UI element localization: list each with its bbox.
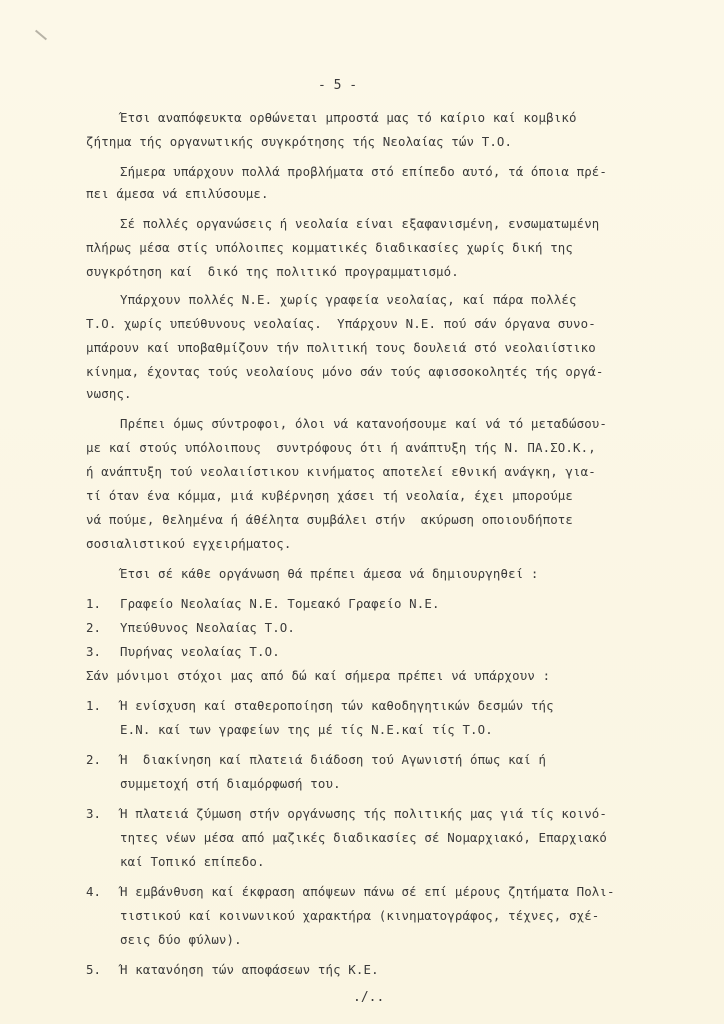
- paragraph-line: Πρέπει όμως σύντροφοι, όλοι νά κατανοήσουμε καί νά τό μεταδώσου-: [120, 416, 608, 431]
- list-item-line: συμμετοχή στή διαμόρφωσή του.: [120, 776, 341, 791]
- paragraph-line: πλήρως μέσα στίς υπόλοιπες κομματικές διαδικασίες χωρίς δική της: [86, 240, 574, 255]
- list-number: 4.: [86, 884, 101, 899]
- paragraph-line: ζήτημα τής οργανωτικής συγκρότησης τής Νεολαίας τών Τ.Ο.: [86, 134, 513, 149]
- list-item-line: Ε.Ν. καί των γραφείων της μέ τίς Ν.Ε.καί τίς Τ.Ο.: [120, 722, 493, 737]
- list-number: 2.: [86, 752, 101, 767]
- paragraph-line: πει άμεσα νά επιλύσουμε.: [86, 186, 269, 201]
- list-number: 1.: [86, 596, 101, 611]
- list-item-line: Ή κατανόηση τών αποφάσεων τής Κ.Ε.: [120, 962, 379, 977]
- paragraph-line: κίνημα, έχοντας τούς νεολαίους μόνο σάν τούς αφισσοκολητές τής οργά-: [86, 364, 604, 379]
- paragraph-line: Τ.Ο. χωρίς υπεύθυνους νεολαίας. Υπάρχουν Ν.Ε. πού σάν όργανα συνο-: [86, 316, 596, 331]
- list-item: Υπεύθυνος Νεολαίας Τ.Ο.: [120, 620, 296, 635]
- paragraph-line: νά πούμε, θεληµένα ή άθέλητα συμβάλει στήν ακύρωση οποιουδήποτε: [86, 512, 574, 527]
- page-number: - 5 -: [318, 78, 358, 93]
- paragraph-line: Έτσι αναπόφευκτα ορθώνεται μπροστά μας τό καίριο καί κομβικό: [120, 110, 577, 125]
- paragraph-line: Σέ πολλές οργανώσεις ή νεολαία είναι εξαφανισμένη, ενσωματωμένη: [120, 216, 600, 231]
- list-item-line: Ή ενίσχυση καί σταθεροποίηση τών καθοδηγητικών δεσμών τής: [120, 698, 554, 713]
- paragraph-line: σοσιαλιστικού εγχειρήματος.: [86, 536, 292, 551]
- list-item-line: τητες νέων μέσα από μαζικές διαδικασίες σέ Νομαρχιακό, Επαρχιακό: [120, 830, 608, 845]
- paragraph-line: συγκρότηση καί δικό της πολιτικό προγραμματισμό.: [86, 264, 459, 279]
- list-intro: Σάν μόνιμοι στόχοι μας από δώ καί σήμερα πρέπει νά υπάρχουν :: [86, 668, 551, 683]
- list-item-line: Ή διακίνηση καί πλατειά διάδοση τού Αγωνιστή όπως καί ή: [120, 752, 547, 767]
- list-number: 3.: [86, 644, 101, 659]
- list-number: 5.: [86, 962, 101, 977]
- paragraph-line: Υπάρχουν πολλές Ν.Ε. χωρίς γραφεία νεολαίας, καί πάρα πολλές: [120, 292, 577, 307]
- list-item: Πυρήνας νεολαίας Τ.Ο.: [120, 644, 280, 659]
- paragraph-line: νωσης.: [86, 386, 132, 401]
- paragraph-line: τί όταν ένα κόμμα, μιά κυβέρνηση χάσει τή νεολαία, έχει μπορούμε: [86, 488, 574, 503]
- list-item-line: Ή εμβάνθυση καί έκφραση απόψεων πάνω σέ επί μέρους ζητήματα Πολι-: [120, 884, 615, 899]
- paragraph-line: Σήμερα υπάρχουν πολλά προβλήματα στό επίπεδο αυτό, τά όποια πρέ-: [120, 164, 608, 179]
- paragraph-line: ή ανάπτυξη τού νεολαιίστικου κινήματος αποτελεί εθνική ανάγκη, για-: [86, 464, 596, 479]
- list-item-line: τιστικού καί κοινωνικού χαρακτήρα (κινηματογράφος, τέχνες, σχέ-: [120, 908, 600, 923]
- list-number: 1.: [86, 698, 101, 713]
- paragraph-line: μπάρουν καί υποβαθμίζουν τήν πολιτική τους δουλειά στό νεολαιίστικο: [86, 340, 596, 355]
- continuation-mark: ./..: [353, 990, 385, 1005]
- list-number: 3.: [86, 806, 101, 821]
- list-item: Γραφείο Νεολαίας Ν.Ε. Τομεακό Γραφείο Ν.Ε.: [120, 596, 440, 611]
- list-item-line: καί Τοπικό επίπεδο.: [120, 854, 265, 869]
- list-item-line: σεις δύο φύλων).: [120, 932, 242, 947]
- list-item-line: Ή πλατειά ζύμωση στήν οργάνωσης τής πολιτικής μας γιά τίς κοινό-: [120, 806, 608, 821]
- margin-mark: [35, 30, 47, 41]
- paragraph-line: με καί στούς υπόλοιπους συντρόφους ότι ή ανάπτυξη τής Ν. ΠΑ.ΣΟ.Κ.,: [86, 440, 596, 455]
- list-number: 2.: [86, 620, 101, 635]
- paragraph-line: Έτσι σέ κάθε οργάνωση θά πρέπει άμεσα νά δημιουργηθεί :: [120, 566, 539, 581]
